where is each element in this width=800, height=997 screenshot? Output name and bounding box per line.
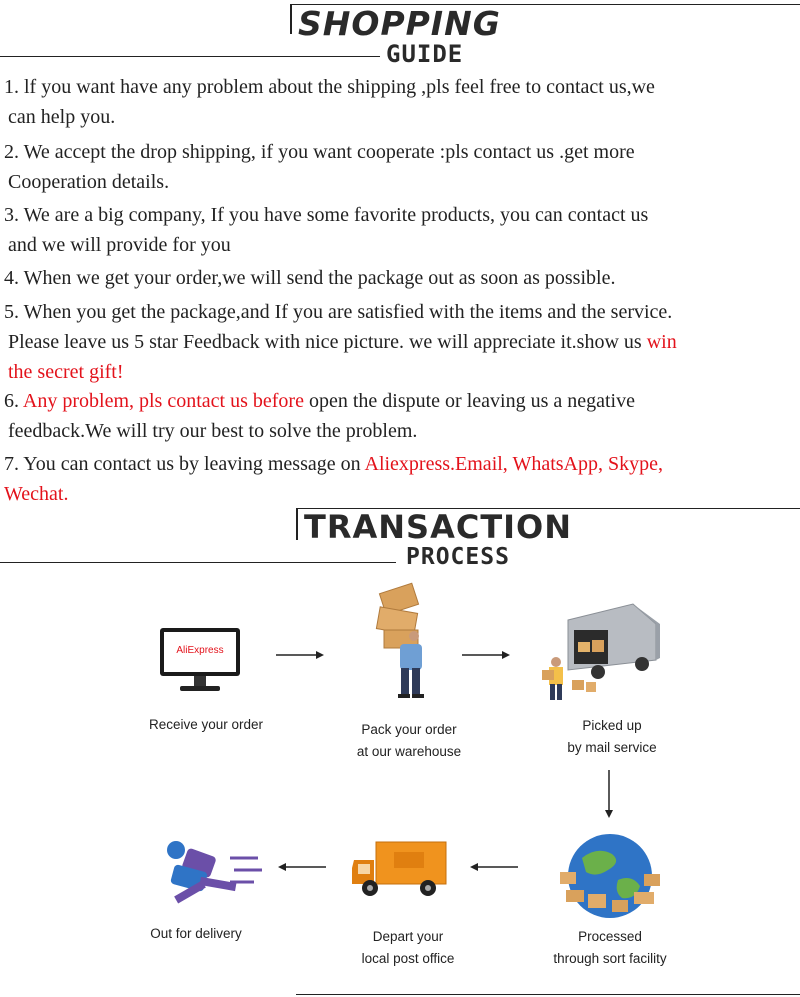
step-label: at our warehouse [356, 744, 462, 759]
step-label: through sort facility [553, 951, 667, 966]
guide-item-7 [4, 449, 796, 509]
porter-icon [370, 582, 440, 702]
item-number: 1. [4, 76, 19, 98]
transaction-title: TRANSACTION [304, 508, 573, 546]
item-number: 3. [4, 204, 19, 226]
step-depart-post-office [346, 926, 470, 970]
item-text: We are a big company, If you have some favorite products, you can contact us [19, 204, 649, 226]
shopping-subtitle: GUIDE [386, 40, 464, 68]
item-number: 6. [4, 390, 19, 412]
header-left-rule [0, 56, 380, 57]
arrow-down-icon [604, 770, 614, 818]
computer-icon [158, 626, 242, 694]
arrow-right-icon [276, 650, 324, 660]
step-label: by mail service [567, 740, 657, 755]
item-text-cont: Cooperation details. [8, 171, 170, 193]
guide-item-2 [4, 137, 796, 197]
guide-item-5 [4, 297, 796, 387]
item-text: We accept the drop shipping, if you want cooperate :pls contact us .get more [19, 141, 635, 163]
arrow-right-icon [462, 650, 510, 660]
item-text: When you get the package,and If you are satisfied with the items and the service. [19, 301, 673, 323]
step-label: Picked up [582, 718, 642, 733]
step-label: Depart your [372, 929, 444, 944]
step-pack-order [344, 719, 474, 763]
highlight-text: Any problem, pls contact us before [22, 390, 304, 412]
step-receive-order [136, 714, 276, 736]
header-left-rule [0, 562, 396, 563]
shopping-title: SHOPPING [298, 4, 501, 43]
item-number: 5. [4, 301, 19, 323]
footer-rule [296, 994, 800, 995]
step-label: Pack your order [361, 722, 457, 737]
guide-item-6 [4, 386, 796, 446]
step-picked-up [550, 715, 674, 759]
item-text-cont: can help you. [8, 106, 116, 128]
header-bracket [296, 508, 298, 540]
item-number: 4. [4, 267, 19, 289]
guide-item-1 [4, 72, 796, 132]
highlight-text: the secret gift! [8, 361, 124, 383]
item-text-cont: Please leave us 5 star Feedback with nice picture. we will appreciate it.show us [8, 331, 647, 353]
truck-icon [350, 838, 450, 902]
guide-item-4 [4, 263, 796, 293]
step-label: local post office [361, 951, 455, 966]
step-label: Out for delivery [150, 926, 242, 941]
arrow-left-icon [278, 862, 326, 872]
header-bracket [290, 4, 292, 34]
item-text: When we get your order,we will send the package out as soon as possible. [19, 267, 616, 289]
van-icon [538, 600, 668, 704]
item-number: 2. [4, 141, 19, 163]
step-out-for-delivery [136, 923, 256, 945]
guide-item-3 [4, 200, 796, 260]
highlight-text: Aliexpress.Email, WhatsApp, Skype, [364, 453, 663, 475]
item-text: open the dispute or leaving us a negative [303, 390, 635, 412]
item-text: lf you want have any problem about the shipping ,pls feel free to contact us,we [19, 76, 655, 98]
step-label: Receive your order [148, 717, 264, 732]
item-text-cont: feedback.We will try our best to solve the problem. [8, 420, 418, 442]
step-label: Processed [578, 929, 642, 944]
highlight-text: Wechat. [4, 483, 69, 505]
aliexpress-logo: AliExpress [176, 645, 224, 656]
transaction-subtitle: PROCESS [406, 544, 510, 570]
item-number: 7. [4, 453, 19, 475]
item-text: You can contact us by leaving message on [19, 453, 365, 475]
arrow-left-icon [470, 862, 518, 872]
item-text-cont: and we will provide for you [8, 234, 231, 256]
courier-icon [154, 830, 264, 920]
globe-icon [552, 828, 670, 928]
highlight-text: win [646, 331, 677, 353]
step-processed [548, 926, 672, 970]
